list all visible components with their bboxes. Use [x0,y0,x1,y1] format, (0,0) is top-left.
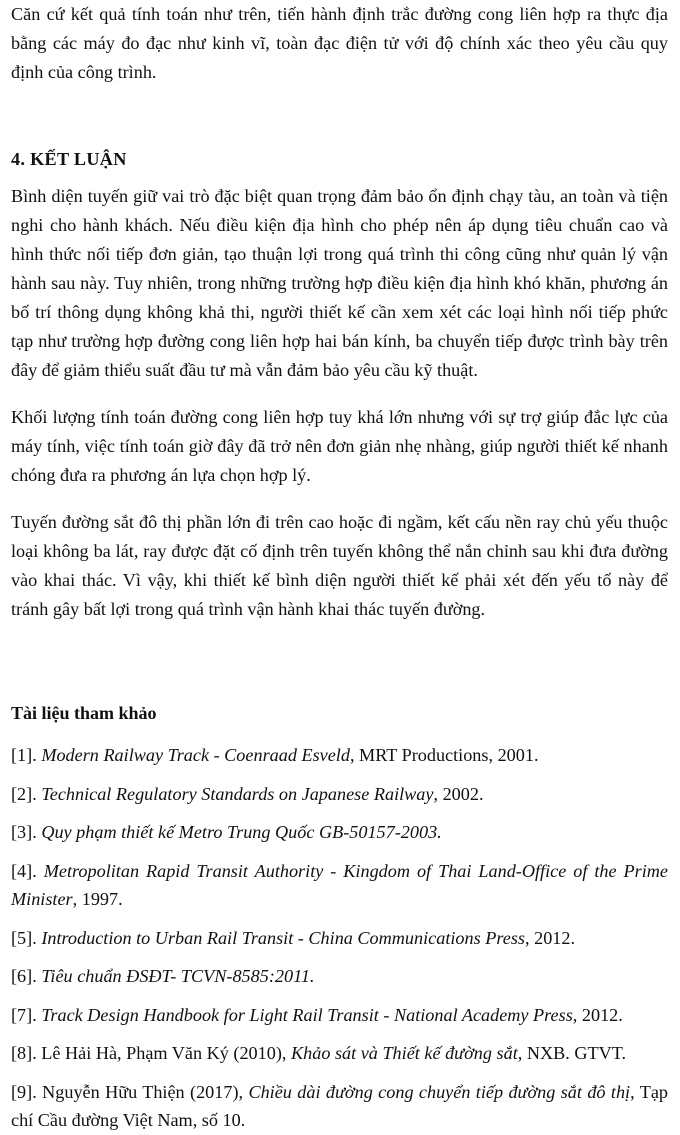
reference-publisher: , MRT Productions, 2001. [349,745,539,765]
conclusion-paragraph-1: Bình diện tuyến giữ vai trò đặc biệt quan trọng đảm bảo ổn định chạy tàu, an toàn và tiện nghi cho hành khách. Nếu điều kiện địa hình cho phép nên áp dụng tiêu chuẩn cao và hình thức nối tiếp đơn giản, tạo thuận lợi trong quá trình thi công cũng như quản lý vận hành sau này. Tuy nhiên, trong những trường hợp điều kiện địa hình khó khăn, phương án bố trí thông dụng không khả thi, người thiết kế cần xem xét các loại hình nối tiếp phức tạp như trường hợp đường cong liên hợp hai bán kính, ba chuyển tiếp được trình bày trên đây để giảm thiểu suất đầu tư mà vẫn đảm bảo yêu cầu kỹ thuật. [11,186,668,380]
references-heading: Tài liệu tham khảo [11,703,157,723]
section-heading-conclusion: 4. KẾT LUẬN [11,149,127,169]
conclusion-paragraph-2: Khối lượng tính toán đường cong liên hợp tuy khá lớn nhưng với sự trợ giúp đắc lực của máy tính, việc tính toán giờ đây đã trở nên đơn giản nhẹ nhàng, giúp người thiết kế nhanh chóng đưa ra phương án lựa chọn hợp lý. [11,407,668,485]
reference-item [11,1039,668,1068]
reference-item [11,1078,668,1135]
spacer [11,624,668,700]
reference-item [11,818,668,847]
reference-number: [2]. [11,783,42,804]
reference-item [11,741,668,770]
reference-title: Khảo sát và Thiết kế đường sắt [291,1043,518,1063]
reference-number: [9]. Nguyễn Hữu Thiện (2017), [11,1081,249,1102]
reference-title: Track Design Handbook for Light Rail Transit - National Academy Press [41,1004,573,1025]
reference-number: [8]. Lê Hải Hà, Phạm Văn Ký (2010), [11,1043,291,1063]
reference-item [11,857,668,914]
reference-publisher: , 1997. [72,889,123,909]
reference-number: [1]. [11,745,42,765]
reference-number: [4]. [11,860,44,881]
reference-title: Quy phạm thiết kế Metro Trung Quốc GB-50157-2003. [41,822,442,842]
reference-number: [6]. [11,966,42,986]
spacer [11,490,668,508]
reference-title: Introduction to Urban Rail Transit - China Communications Press [41,927,525,948]
reference-number: [3]. [11,822,42,842]
spacer [11,87,668,145]
reference-publisher: , 2012. [525,927,576,948]
reference-item [11,962,668,991]
reference-list [11,741,668,1135]
reference-title: Metropolitan Rapid Transit Authority - Kingdom of Thai Land-Office of the Prime Minister [11,860,669,909]
reference-title: Tiêu chuẩn ĐSĐT- TCVN-8585:2011. [41,966,315,986]
reference-number: [7]. [11,1004,42,1025]
reference-publisher: , Tạp chí Cầu đường Việt Nam, số 10. [11,1081,668,1130]
intro-paragraph: Căn cứ kết quả tính toán như trên, tiến hành định trắc đường cong liên hợp ra thực địa bằng các máy đo đạc như kinh vĩ, toàn đạc điện tử với độ chính xác theo yêu cầu quy định của công trình. [11,4,668,82]
reference-item [11,780,668,809]
reference-title: Chiều dài đường cong chuyển tiếp đường sắt đô thị [248,1081,631,1102]
spacer [11,726,668,741]
reference-number: [5]. [11,927,42,948]
reference-title: Technical Regulatory Standards on Japanese Railway [41,783,434,804]
reference-item [11,1001,668,1030]
reference-item [11,924,668,953]
reference-publisher: , NXB. GTVT. [517,1043,627,1063]
reference-publisher: , 2002. [433,783,484,804]
reference-publisher: , 2012. [572,1004,623,1025]
spacer [11,174,668,182]
reference-title: Modern Railway Track - Coenraad Esveld [41,745,350,765]
conclusion-paragraph-3: Tuyến đường sắt đô thị phần lớn đi trên cao hoặc đi ngầm, kết cấu nền ray chủ yếu thuộc loại không ba lát, ray được đặt cố định trên tuyến không thể nắn chỉnh sau khi đưa đường vào khai thác. Vì vậy, khi thiết kế bình diện người thiết kế phải xét đến yếu tố này để tránh gây bất lợi trong quá trình vận hành khai thác tuyến đường. [11,512,668,619]
spacer [11,385,668,403]
